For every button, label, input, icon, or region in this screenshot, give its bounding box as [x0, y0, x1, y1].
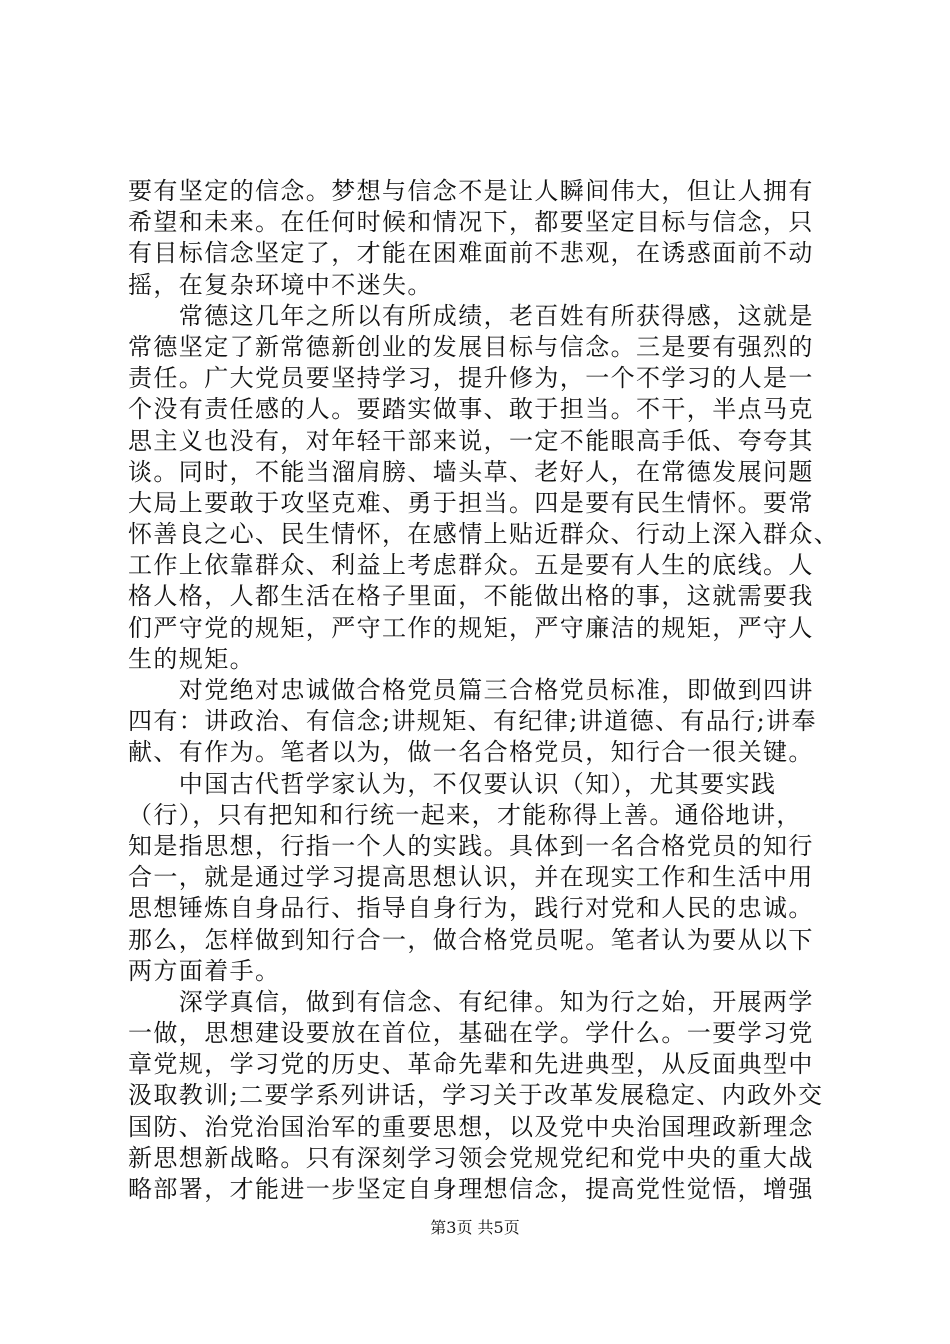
text-line: 献、有作为。笔者以为，做一名合格党员，知行合一很关键。 — [128, 738, 814, 767]
text-line: 两方面着手。 — [128, 956, 281, 985]
text-line: 常德坚定了新常德新创业的发展目标与信念。三是要有强烈的 — [128, 332, 814, 361]
text-line: 个没有责任感的人。要踏实做事、敢于担当。不干，半点马克 — [128, 395, 814, 424]
text-line: 要有坚定的信念。梦想与信念不是让人瞬间伟大，但让人拥有 — [128, 177, 814, 205]
text-line: 合一，就是通过学习提高思想认识，并在现实工作和生活中用 — [128, 863, 814, 892]
text-line: 汲取教训;二要学系列讲话，学习关于改革发展稳定、内政外交 — [128, 1081, 824, 1110]
text-line: 深学真信，做到有信念、有纪律。知为行之始，开展两学 — [128, 987, 814, 1016]
text-line: 略部署，才能进一步坚定自身理想信念，提高党性觉悟，增强 — [128, 1175, 814, 1203]
text-line: 中国古代哲学家认为，不仅要认识（知），尤其要实践 — [128, 769, 777, 798]
text-line: 有目标信念坚定了，才能在困难面前不悲观，在诱惑面前不动 — [128, 239, 814, 268]
page-number-footer: 第3页 共5页 — [430, 1218, 520, 1237]
text-line: 一做，思想建设要放在首位，基础在学。学什么。一要学习党 — [128, 1019, 814, 1048]
text-line: 希望和未来。在任何时候和情况下，都要坚定目标与信念，只 — [128, 208, 814, 237]
text-line: 章党规，学习党的历史、革命先辈和先进典型，从反面典型中 — [128, 1050, 814, 1079]
text-line: 生的规矩。 — [128, 644, 255, 673]
text-line: 工作上依靠群众、利益上考虑群众。五是要有人生的底线。人 — [128, 551, 814, 580]
text-line: 大局上要敢于攻坚克难、勇于担当。四是要有民生情怀。要常 — [128, 488, 814, 517]
text-line: 思想锤炼自身品行、指导自身行为，践行对党和人民的忠诚。 — [128, 894, 814, 923]
text-line: 思主义也没有，对年轻干部来说，一定不能眼高手低、夸夸其 — [128, 426, 814, 455]
text-line: 责任。广大党员要坚持学习，提升修为，一个不学习的人是一 — [128, 364, 814, 393]
text-line: 常德这几年之所以有所成绩，老百姓有所获得感，这就是 — [128, 301, 814, 330]
text-line: 们严守党的规矩，严守工作的规矩，严守廉洁的规矩，严守人 — [128, 613, 814, 642]
text-line: 摇，在复杂环境中不迷失。 — [128, 270, 433, 299]
text-line: 新思想新战略。只有深刻学习领会党规党纪和党中央的重大战 — [128, 1143, 814, 1172]
text-line: 那么，怎样做到知行合一，做合格党员呢。笔者认为要从以下 — [128, 925, 814, 954]
body-text — [128, 176, 840, 1205]
text-line: （行），只有把知和行统一起来，才能称得上善。通俗地讲， — [128, 800, 802, 829]
text-line: 知是指思想，行指一个人的实践。具体到一名合格党员的知行 — [128, 831, 814, 860]
text-line: 怀善良之心、民生情怀，在感情上贴近群众、行动上深入群众、 — [128, 520, 840, 549]
text-line: 谈。同时，不能当溜肩膀、墙头草、老好人，在常德发展问题 — [128, 457, 814, 486]
text-line: 四有：讲政治、有信念;讲规矩、有纪律;讲道德、有品行;讲奉 — [128, 707, 817, 736]
text-line: 对党绝对忠诚做合格党员篇三合格党员标准，即做到四讲 — [128, 676, 814, 704]
text-line: 国防、治党治国治军的重要思想，以及党中央治国理政新理念 — [128, 1112, 814, 1141]
text-line: 格人格，人都生活在格子里面，不能做出格的事，这就需要我 — [128, 582, 814, 611]
